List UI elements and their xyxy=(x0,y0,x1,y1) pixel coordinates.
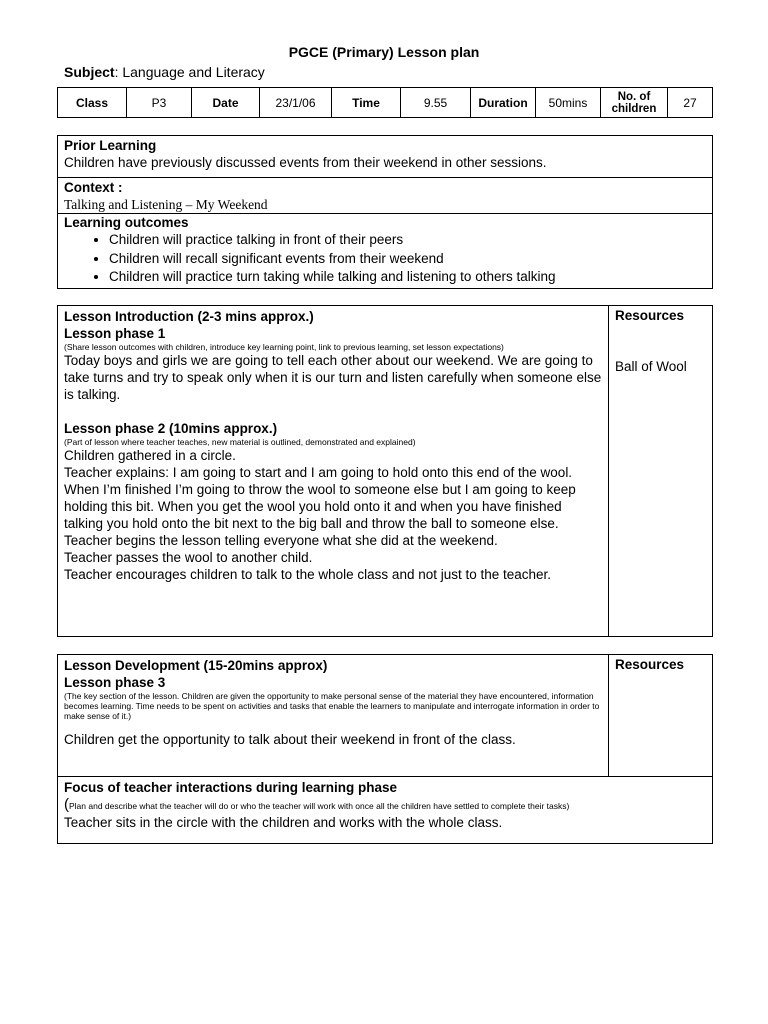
outcome-item: • Children will practice talking in front of their peers xyxy=(109,231,706,250)
lesson-phase1-heading: Lesson phase 1 xyxy=(64,326,166,341)
lesson-development-heading: Lesson Development (15-20mins approx) xyxy=(64,658,328,673)
resources-cell xyxy=(609,306,713,637)
learning-outcomes-list xyxy=(64,231,706,287)
learning-outcomes-heading: Learning outcomes xyxy=(64,215,189,230)
duration-value: 50mins xyxy=(536,88,601,118)
subject-label: Subject xyxy=(64,64,115,80)
lesson-phase3-note: (The key section of the lesson. Children are given the opportunity to make personal sense of the material they have encountered, information becomes learning. Time needs to be spent on activities and tasks that enable the learners to manipulate and interrogate information in order to make sense of it.) xyxy=(64,691,600,721)
resources-heading: Resources xyxy=(615,308,685,323)
spacer xyxy=(64,721,602,731)
class-info-table xyxy=(57,87,713,118)
teacher-focus-cell xyxy=(58,777,713,844)
teacher-focus-heading: Focus of teacher interactions during learning phase xyxy=(64,780,398,795)
prior-learning-table xyxy=(57,135,713,289)
date-label: Date xyxy=(192,88,260,118)
children-label xyxy=(601,88,668,118)
prior-learning-text: Children have previously discussed events from their weekend in other sessions. xyxy=(64,155,547,170)
learning-outcomes-cell xyxy=(58,214,713,289)
lesson-phase2-line: Teacher encourages children to talk to the whole class and not just to the teacher. xyxy=(64,567,552,582)
lesson-phase3-heading: Lesson phase 3 xyxy=(64,675,166,690)
class-label: Class xyxy=(58,88,127,118)
lesson-phase2-heading: Lesson phase 2 (10mins approx.) xyxy=(64,421,278,436)
time-label: Time xyxy=(332,88,401,118)
context-heading: Context : xyxy=(64,180,123,195)
children-label-line2: children xyxy=(611,102,657,115)
lesson-introduction-heading: Lesson Introduction (2-3 mins approx.) xyxy=(64,309,314,324)
duration-label: Duration xyxy=(471,88,536,118)
prior-learning-heading: Prior Learning xyxy=(64,138,157,153)
spacer xyxy=(64,403,602,420)
children-label-line1: No. of xyxy=(617,90,651,103)
lesson-development-table xyxy=(57,654,713,844)
lesson-phase2-line: Teacher explains: I am going to start and I am going to hold onto this end of the wool. When I’m finished I’m going to throw the wool to someone else but I am going to keep holding this bit. When you get the wool you hold onto it and when you have finished talking you hold onto the bit next to the big ball and throw the ball to someone else. xyxy=(64,465,576,531)
lesson-phase1-note: (Share lesson outcomes with children, introduce key learning point, link to previous learning, set lesson expectations) xyxy=(64,342,504,352)
outcome-item: • Children will practice turn taking while talking and listening to others talking xyxy=(109,268,706,287)
lesson-phase1-text: Today boys and girls we are going to tell each other about our weekend. We are going to take turns and try to speak only when it is our turn and listen carefully when someone else is talking. xyxy=(64,353,602,402)
time-value: 9.55 xyxy=(401,88,471,118)
teacher-focus-text: Teacher sits in the circle with the children and works with the whole class. xyxy=(64,815,503,830)
outcome-item: • Children will recall significant events from their weekend xyxy=(109,250,706,269)
subject-line xyxy=(64,64,265,80)
children-value: 27 xyxy=(668,88,713,118)
development-resources-heading: Resources xyxy=(615,657,685,672)
lesson-phase2-line: Children gathered in a circle. xyxy=(64,448,236,463)
lesson-phase2-note: (Part of lesson where teacher teaches, new material is outlined, demonstrated and explained) xyxy=(64,437,416,447)
class-value: P3 xyxy=(127,88,192,118)
lesson-phase2-line: Teacher passes the wool to another child. xyxy=(64,550,313,565)
date-value: 23/1/06 xyxy=(260,88,332,118)
lesson-introduction-cell xyxy=(58,306,609,637)
lesson-phase3-text: Children get the opportunity to talk about their weekend in front of the class. xyxy=(64,732,516,747)
development-resources-cell xyxy=(609,655,713,777)
lesson-introduction-table xyxy=(57,305,713,637)
document-title: PGCE (Primary) Lesson plan xyxy=(288,44,480,60)
teacher-focus-note: Plan and describe what the teacher will do or who the teacher will work with once all the children have settled to complete their tasks) xyxy=(69,801,570,811)
context-text: Talking and Listening – My Weekend xyxy=(64,197,268,212)
teacher-focus-paren: ( xyxy=(64,796,69,813)
context-cell xyxy=(58,178,713,214)
lesson-phase2-line: Teacher begins the lesson telling everyone what she did at the weekend. xyxy=(64,533,498,548)
lesson-development-cell xyxy=(58,655,609,777)
resources-item: Ball of Wool xyxy=(615,359,687,374)
teacher-focus-note-line xyxy=(64,796,706,814)
subject-value: : Language and Literacy xyxy=(114,64,265,80)
prior-learning-cell xyxy=(58,136,713,178)
